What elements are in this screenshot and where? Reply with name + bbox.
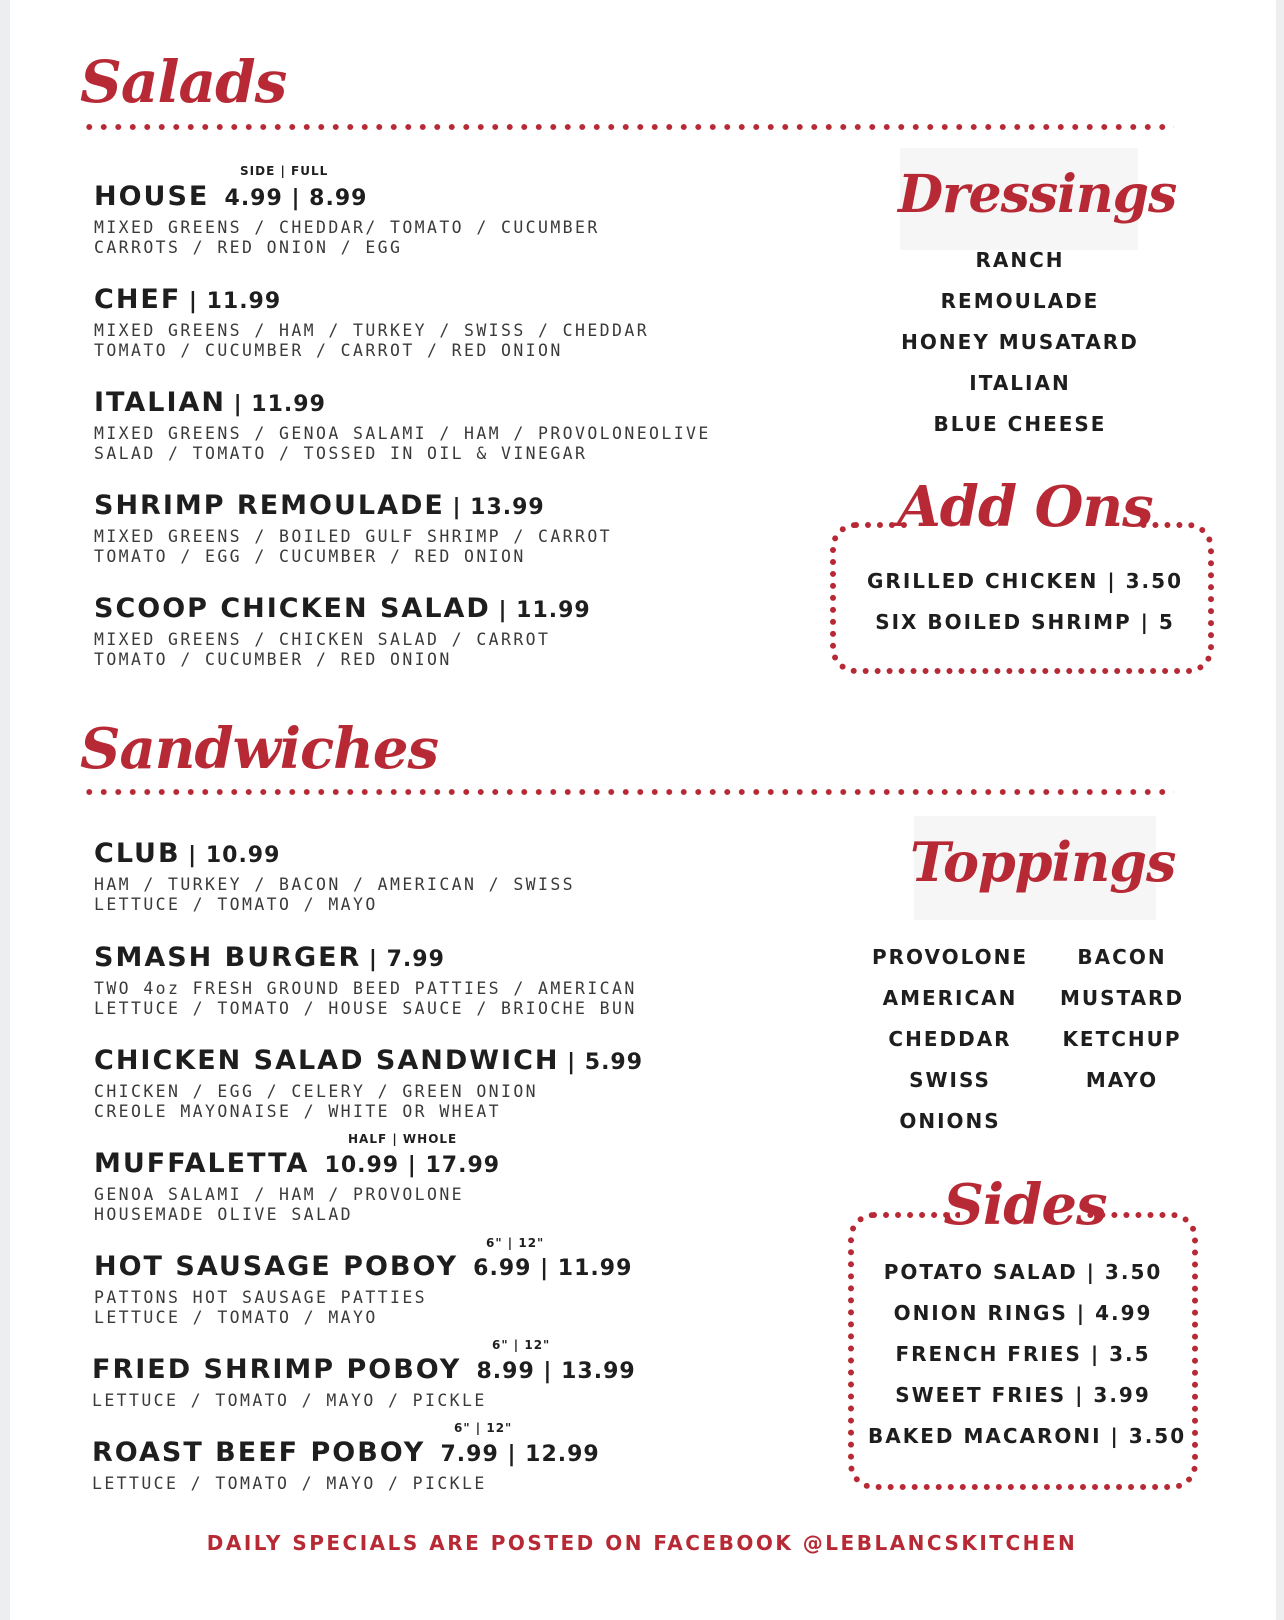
- topping-item: ONIONS: [899, 1109, 1001, 1133]
- item-name: HOT SAUSAGE POBOY: [94, 1251, 459, 1282]
- dressing-item: HONEY MUSATARD: [901, 330, 1139, 354]
- salads-heading: Salads: [80, 48, 287, 116]
- toppings-heading: Toppings: [910, 830, 1176, 894]
- muffaletta-size-note: HALF | WHOLE: [348, 1132, 458, 1146]
- topping-item: PROVOLONE: [871, 945, 1029, 969]
- menu-item-hot-sausage-poboy: [94, 1251, 632, 1328]
- toppings-list-right: [1042, 937, 1202, 1101]
- topping-item: KETCHUP: [1062, 1027, 1182, 1051]
- item-name: CHICKEN SALAD SANDWICH: [94, 1045, 560, 1076]
- item-description-line: LETTUCE / TOMATO / MAYO / PICKLE: [92, 1391, 487, 1410]
- item-price: 8.99 | 13.99: [476, 1359, 636, 1384]
- item-price: 6.99 | 11.99: [473, 1256, 633, 1281]
- item-name: ITALIAN: [94, 387, 227, 418]
- item-description-line: MIXED GREENS / CHEDDAR/ TOMATO / CUCUMBER: [94, 218, 600, 237]
- menu-item-shrimp-remoulade: [94, 490, 612, 567]
- item-name: CHEF: [94, 284, 182, 315]
- addon-item: GRILLED CHICKEN | 3.50: [867, 569, 1183, 593]
- item-name: SHRIMP REMOULADE: [94, 490, 445, 521]
- item-description-line: TOMATO / CUCUMBER / CARROT / RED ONION: [94, 341, 563, 360]
- house-size-note: SIDE | FULL: [240, 164, 329, 178]
- topping-item: SWISS: [909, 1068, 991, 1092]
- menu-item-roast-beef-poboy: [92, 1437, 600, 1494]
- item-price: | 10.99: [188, 843, 281, 868]
- item-price: | 11.99: [498, 598, 591, 623]
- menu-item-club: [94, 838, 575, 915]
- dressings-list: [890, 240, 1150, 445]
- addon-item: SIX BOILED SHRIMP | 5: [875, 610, 1175, 634]
- item-description-line: SALAD / TOMATO / TOSSED IN OIL & VINEGAR: [94, 444, 588, 463]
- side-item: ONION RINGS | 4.99: [893, 1301, 1153, 1325]
- item-description-line: MIXED GREENS / GENOA SALAMI / HAM / PROVOLONEOLIVE: [94, 424, 711, 443]
- item-description-line: HOUSEMADE OLIVE SALAD: [94, 1205, 354, 1224]
- menu-item-house: [94, 181, 600, 258]
- item-description-line: MIXED GREENS / HAM / TURKEY / SWISS / CHEDDAR: [94, 321, 650, 340]
- sides-list: [868, 1252, 1187, 1457]
- item-description-line: GENOA SALAMI / HAM / PROVOLONE: [94, 1185, 465, 1204]
- item-description-line: TOMATO / CUCUMBER / RED ONION: [94, 650, 452, 669]
- item-price: | 11.99: [188, 289, 282, 314]
- menu-item-scoop-chicken-salad: [94, 593, 591, 670]
- sandwiches-heading: Sandwiches: [80, 716, 439, 782]
- topping-item: BACON: [1077, 945, 1167, 969]
- item-description-line: MIXED GREENS / BOILED GULF SHRIMP / CARROT: [94, 527, 613, 546]
- item-description-line: CARROTS / RED ONION / EGG: [94, 238, 403, 257]
- item-name: ROAST BEEF POBOY: [92, 1437, 426, 1468]
- item-name: MUFFALETTA: [94, 1148, 310, 1179]
- item-price: 7.99 | 12.99: [440, 1442, 600, 1467]
- footer-notice: DAILY SPECIALS ARE POSTED ON FACEBOOK @LEBLANCSKITCHEN: [206, 1531, 1078, 1555]
- item-price: | 11.99: [233, 392, 326, 417]
- hot-sausage-size-note: 6" | 12": [486, 1236, 545, 1250]
- dressings-heading: Dressings: [898, 164, 1177, 225]
- sides-heading: Sides: [943, 1172, 1107, 1238]
- item-price: | 13.99: [452, 495, 545, 520]
- item-description-line: HAM / TURKEY / BACON / AMERICAN / SWISS: [94, 875, 576, 894]
- item-price: 4.99 | 8.99: [224, 186, 368, 211]
- item-description-line: LETTUCE / TOMATO / MAYO: [94, 1308, 378, 1327]
- side-item: FRENCH FRIES | 3.5: [895, 1342, 1151, 1366]
- topping-item: CHEDDAR: [888, 1027, 1012, 1051]
- item-name: SCOOP CHICKEN SALAD: [94, 593, 491, 624]
- dressing-item: RANCH: [975, 248, 1065, 272]
- item-description-line: CHICKEN / EGG / CELERY / GREEN ONION: [94, 1082, 539, 1101]
- dressing-item: REMOULADE: [940, 289, 1100, 313]
- item-name: FRIED SHRIMP POBOY: [92, 1354, 462, 1385]
- menu-item-chicken-salad-sandwich: [94, 1045, 643, 1122]
- fried-shrimp-size-note: 6" | 12": [492, 1338, 551, 1352]
- side-item: BAKED MACARONI | 3.50: [868, 1424, 1187, 1448]
- item-price: | 5.99: [567, 1050, 644, 1075]
- dressing-item: ITALIAN: [969, 371, 1071, 395]
- salads-divider: [82, 123, 1174, 131]
- addons-heading: Add Ons: [897, 474, 1153, 540]
- menu-item-italian: [94, 387, 711, 464]
- item-description-line: LETTUCE / TOMATO / MAYO / PICKLE: [92, 1474, 487, 1493]
- topping-item: AMERICAN: [882, 986, 1018, 1010]
- item-description-line: TWO 4oz FRESH GROUND BEED PATTIES / AMERICAN: [94, 979, 637, 998]
- menu-item-muffaletta: [94, 1148, 500, 1225]
- addons-list: [860, 561, 1190, 643]
- dressing-item: BLUE CHEESE: [933, 412, 1107, 436]
- topping-item: MAYO: [1085, 1068, 1159, 1092]
- menu-item-smash-burger: [94, 942, 637, 1019]
- sandwiches-divider: [82, 788, 1174, 796]
- item-description-line: MIXED GREENS / CHICKEN SALAD / CARROT: [94, 630, 551, 649]
- item-price: 10.99 | 17.99: [324, 1153, 501, 1178]
- item-name: HOUSE: [94, 181, 210, 212]
- item-description-line: PATTONS HOT SAUSAGE PATTIES: [94, 1288, 428, 1307]
- side-item: POTATO SALAD | 3.50: [883, 1260, 1163, 1284]
- roast-beef-size-note: 6" | 12": [454, 1421, 513, 1435]
- item-description-line: LETTUCE / TOMATO / MAYO: [94, 895, 378, 914]
- item-name: CLUB: [94, 838, 181, 869]
- item-name: SMASH BURGER: [94, 942, 362, 973]
- side-item: SWEET FRIES | 3.99: [895, 1383, 1151, 1407]
- menu-item-chef: [94, 284, 649, 361]
- menu-page: [10, 0, 1276, 1620]
- item-description-line: LETTUCE / TOMATO / HOUSE SAUCE / BRIOCHE BUN: [94, 999, 637, 1018]
- item-description-line: CREOLE MAYONAISE / WHITE OR WHEAT: [94, 1102, 502, 1121]
- toppings-list-left: [860, 937, 1040, 1142]
- item-price: | 7.99: [368, 947, 445, 972]
- item-description-line: TOMATO / EGG / CUCUMBER / RED ONION: [94, 547, 526, 566]
- menu-item-fried-shrimp-poboy: [92, 1354, 636, 1411]
- topping-item: MUSTARD: [1059, 986, 1185, 1010]
